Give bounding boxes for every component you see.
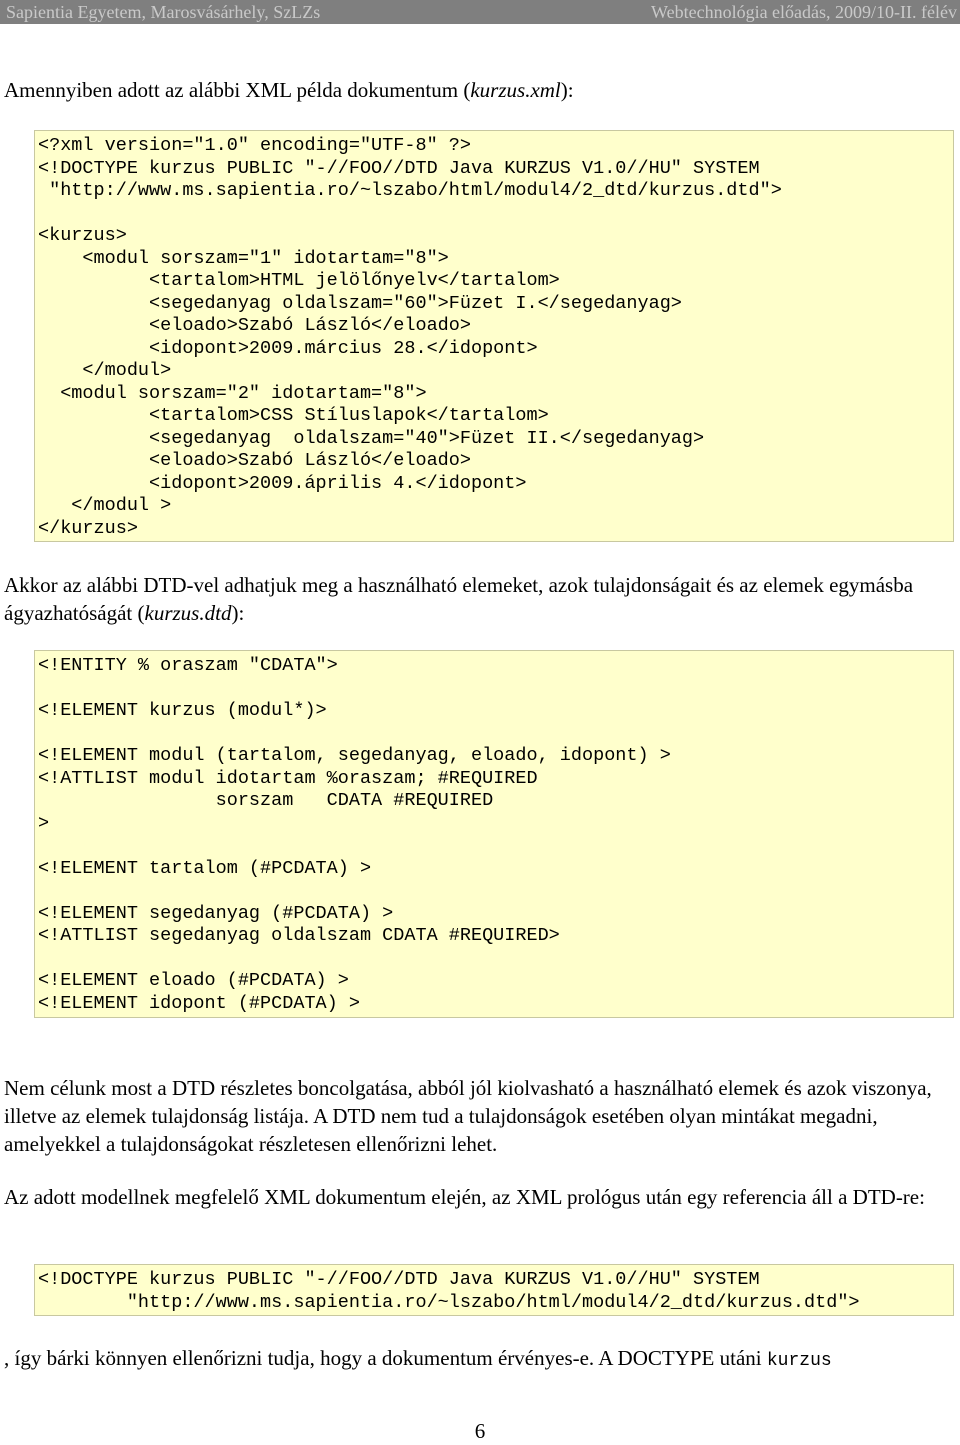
dtd-intro-text-after: ): bbox=[231, 601, 245, 625]
validation-text: , így bárki könnyen ellenőrizni tudja, hogy a dokumentum érvényes-e. A DOCTYPE utáni bbox=[4, 1346, 767, 1370]
dtd-intro-filename: kurzus.dtd bbox=[144, 601, 232, 625]
doctype-example-code-block: <!DOCTYPE kurzus PUBLIC "-//FOO//DTD Java KURZUS V1.0//HU" SYSTEM "http://www.ms.sapientia.ro/~lszabo/html/modul4/2_dtd/kurzus.dtd"> bbox=[34, 1264, 954, 1316]
reference-paragraph: Az adott modellnek megfelelő XML dokumentum elején, az XML prológus után egy referencia áll a DTD-re: bbox=[4, 1185, 925, 1209]
header-left-text: Sapientia Egyetem, Marosvásárhely, SzLZs bbox=[6, 2, 321, 22]
dtd-example-code-block: <!ENTITY % oraszam "CDATA"> <!ELEMENT kurzus (modul*)> <!ELEMENT modul (tartalom, segedanyag, eloado, idopont) > <!ATTLIST modul idotartam %oraszam; #REQUIRED sorszam CDATA #REQUIRED > <!ELEMENT tartalom (#PCDATA) > <!ELEMENT segedanyag (#PCDATA) > <!ATTLIST segedanyag oldalszam CDATA #REQUIRED> <!ELEMENT eloado (#PCDATA) > <!ELEMENT idopont (#PCDATA) > bbox=[34, 650, 954, 1018]
intro-filename: kurzus.xml bbox=[470, 78, 561, 102]
validation-paragraph bbox=[4, 1344, 956, 1375]
page-header bbox=[0, 0, 960, 24]
page-number: 6 bbox=[474, 1419, 486, 1443]
dtd-intro-paragraph bbox=[4, 571, 956, 627]
xml-example-code-block: <?xml version="1.0" encoding="UTF-8" ?> <!DOCTYPE kurzus PUBLIC "-//FOO//DTD Java KURZUS V1.0//HU" SYSTEM "http://www.ms.sapientia.ro/~lszabo/html/modul4/2_dtd/kurzus.dtd"> <kurzus> <modul sorszam="1" idotartam="8"> <tartalom>HTML jelölőnyelv</tartalom> <segedanyag oldalszam="60">Füzet I.</segedanyag> <eloado>Szabó László</eloado> <idopont>2009.március 28.</idopont> </modul> <modul sorszam="2" idotartam="8"> <tartalom>CSS Stíluslapok</tartalom> <segedanyag oldalszam="40">Füzet II.</segedanyag> <eloado>Szabó László</eloado> <idopont>2009.április 4.</idopont> </modul > </kurzus> bbox=[34, 130, 954, 542]
dtd-intro-text-before: Akkor az alábbi DTD-vel adhatjuk meg a használható elemeket, azok tulajdonságait és az elemek egymásba ágyazhatóságát ( bbox=[4, 573, 914, 625]
inline-code-kurzus: kurzus bbox=[766, 1351, 832, 1371]
intro-paragraph bbox=[4, 76, 956, 104]
header-right-text: Webtechnológia előadás, 2009/10-II. félév bbox=[651, 2, 957, 22]
explanation-paragraph: Nem célunk most a DTD részletes boncolgatása, abból jól kiolvasható a használható elemek és azok viszonya, illetve az elemek tulajdonság listája. A DTD nem tud a tulajdonságok esetében olyan mintákat megadni, amelyekkel a tulajdonságokat részletesen ellenőrizni lehet. bbox=[4, 1076, 932, 1156]
intro-text-before: Amennyiben adott az alábbi XML példa dokumentum ( bbox=[4, 78, 471, 102]
intro-text-after: ): bbox=[560, 78, 574, 102]
